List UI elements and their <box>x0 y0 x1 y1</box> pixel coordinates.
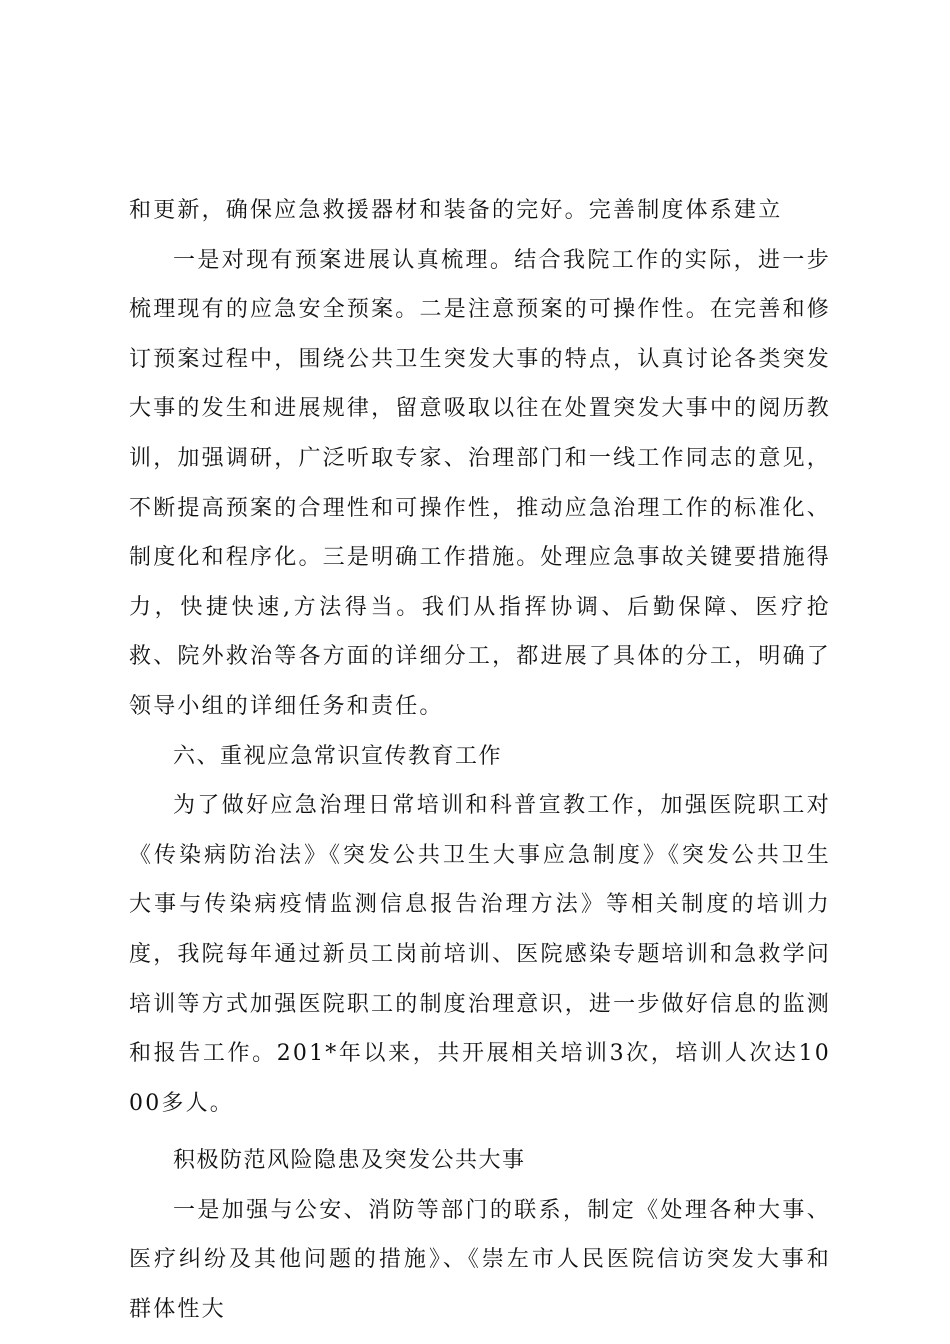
paragraph-preparedness-plans: 一是对现有预案进展认真梳理。结合我院工作的实际，进一步梳理现有的应急安全预案。二是注意预案的可操作性。在完善和修订预案过程中，围绕公共卫生突发大事的特点，认真讨论各类突发大事的发生和进展规律，留意吸取以往在处置突发大事中的阅历教训，加强调研，广泛听取专家、治理部门和一线工作同志的意见，不断提高预案的合理性和可操作性，推动应急治理工作的标准化、制度化和程序化。三是明确工作措施。处理应急事故关键要措施得力，快捷快速,方法得当。我们从指挥协调、后勤保障、医疗抢救、院外救治等各方面的详细分工，都进展了具体的分工，明确了领导小组的详细任务和责任。 <box>129 247 831 719</box>
document-body <box>129 186 831 1335</box>
paragraph-coordination: 一是加强与公安、消防等部门的联系，制定《处理各种大事、医疗纠纷及其他问题的措施》、《崇左市人民医院信访突发大事和群体性大 <box>129 1197 831 1323</box>
section-heading-emergency-education: 六、重视应急常识宣传教育工作 <box>173 743 503 769</box>
paragraph-gap <box>129 1128 831 1136</box>
paragraph-continued: 和更新，确保应急救援器材和装备的完好。完善制度体系建立 <box>129 198 783 223</box>
paragraph-training: 为了做好应急治理日常培训和科普宣教工作，加强医院职工对《传染病防治法》《突发公共卫生大事应急制度》《突发公共卫生大事与传染病疫情监测信息报告治理方法》等相关制度的培训力度，我院每年通过新员工岗前培训、医院感染专题培训和急救学问培训等方式加强医院职工的制度治理意识，进一步做好信息的监测和报告工作。201*年以来，共开展相关培训3次，培训人次达1000多人。 <box>129 793 831 1116</box>
section-heading-risk-prevention: 积极防范风险隐患及突发公共大事 <box>173 1148 526 1174</box>
